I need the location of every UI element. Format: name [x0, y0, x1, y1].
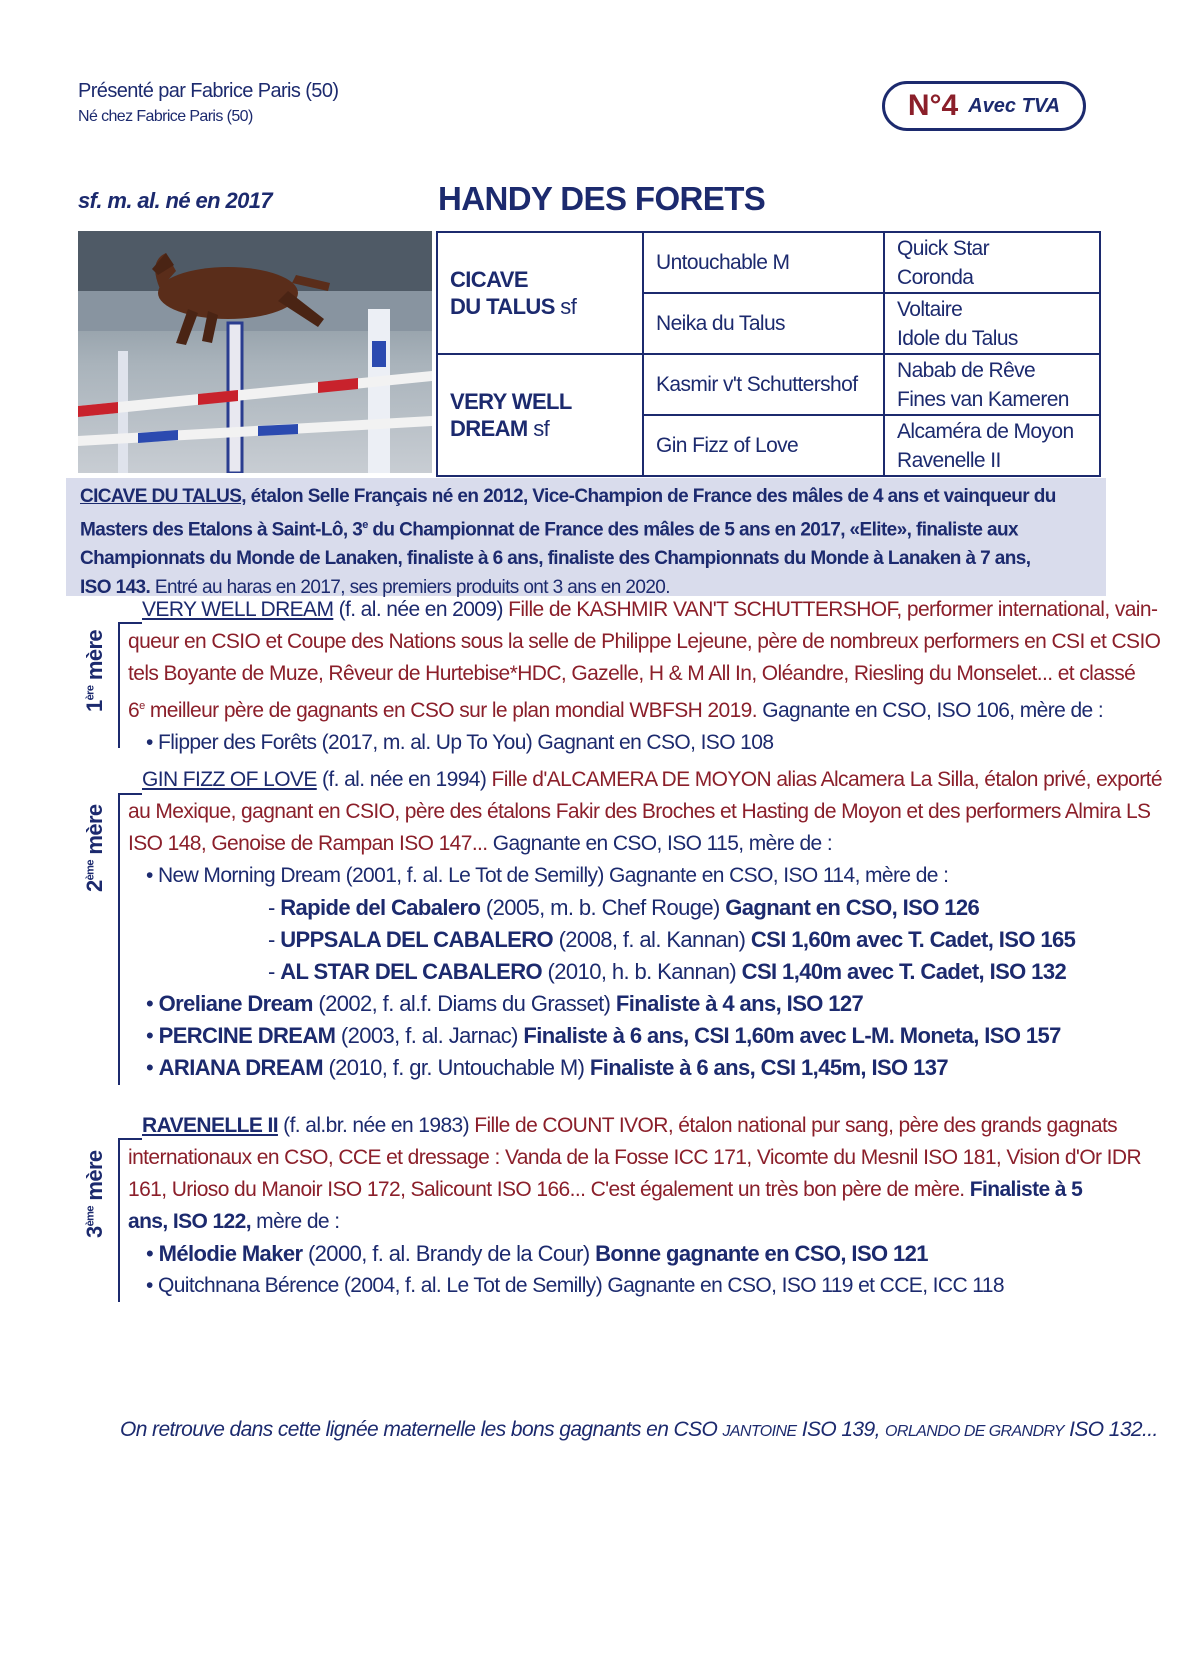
mere2-sub-1-info: (2005, m. b. Chef Rouge) — [480, 895, 726, 920]
mere3-product-1-name: Mélodie Maker — [158, 1241, 303, 1266]
mere1-l4-blue: Gagnante en CSO, ISO 106, mère de : — [756, 699, 1104, 722]
dam-name-line1: VERY WELL — [450, 389, 572, 414]
mere2-product-1: • New Morning Dream (2001, f. al. Le Tot de Semilly) Gagnante en CSO, ISO 114, mère de : — [146, 864, 949, 887]
mere3-label-num: 3 — [82, 1226, 107, 1238]
mere2-product-2: • Oreliane Dream (2002, f. al.f. Diams du Grasset) Finaliste à 4 ans, ISO 127 — [146, 991, 864, 1016]
footer-note — [120, 1418, 1158, 1442]
mere2-paragraph — [128, 764, 1162, 1084]
ggp-1b: Coronda — [897, 265, 974, 289]
mere3-l4-bold: ans, ISO 122, — [128, 1210, 251, 1233]
footer-name-2: ORLANDO DE GRANDRY — [885, 1423, 1064, 1440]
mere2-sub-1-perf: Gagnant en CSO, ISO 126 — [725, 895, 980, 920]
presenter-text: Présenté par Fabrice Paris (50) — [78, 80, 339, 102]
ggp-4a: Alcaméra de Moyon — [897, 419, 1074, 443]
ggp-2b: Idole du Talus — [897, 326, 1018, 350]
pedigree-gp-2: Neika du Talus — [643, 293, 884, 354]
mere2-l1-red: Fille d'ALCAMERA DE MOYON alias Alcamera La Silla, étalon privé, exporté — [491, 768, 1162, 791]
mere3-paragraph — [128, 1110, 1142, 1302]
mere2-label-sup: ème — [84, 860, 97, 881]
pedigree-gp-3: Kasmir v't Schuttershof — [643, 354, 884, 415]
ggp-3a: Nabab de Rêve — [897, 358, 1036, 382]
sire-info-sup: e — [362, 519, 368, 531]
dam-breed: sf — [533, 416, 550, 441]
footer-name-1: JANTOINE — [722, 1423, 797, 1440]
mere1-l4-num: 6 — [128, 699, 140, 722]
breeder-text: Né chez Fabrice Paris (50) — [78, 108, 253, 125]
mere3-product-1-perf: Bonne gagnante en CSO, ISO 121 — [595, 1241, 928, 1266]
dam-name-line2: DREAM — [450, 416, 528, 441]
sire-info-iso: ISO 143. — [80, 577, 151, 599]
mere2-sub-1-name: Rapide del Cabalero — [280, 895, 481, 920]
sire-info-name: CICAVE DU TALUS, — [80, 486, 246, 507]
mere1-label-num: 1 — [82, 700, 107, 712]
sire-info-line1: étalon Selle Français né en 2012, Vice-Champion de France des mâles de 4 ans et vainqueur du — [245, 486, 1056, 507]
mere2-label-word: mère — [82, 804, 107, 855]
mere2-sub-3: - AL STAR DEL CABALERO (2010, h. b. Kannan) CSI 1,40m avec T. Cadet, ISO 132 — [268, 959, 1067, 984]
mere3-l4-rest: mère de : — [250, 1210, 340, 1233]
mere3-label — [82, 1150, 108, 1238]
mere3-name: RAVENELLE II — [142, 1114, 278, 1137]
lot-tva: Avec TVA — [968, 94, 1061, 117]
mere3-l1-red: Fille de COUNT IVOR, étalon national pur sang, père des grands gagnats — [474, 1114, 1118, 1137]
lot-number: N°4 — [907, 89, 959, 122]
sire-breed: sf — [560, 294, 577, 319]
horse-photo — [78, 231, 432, 473]
mere2-product-3: • PERCINE DREAM (2003, f. al. Jarnac) Finaliste à 6 ans, CSI 1,60m avec L-M. Moneta, ISO 157 — [146, 1023, 1061, 1048]
mere3-l3-red: 161, Urioso du Manoir ISO 172, Salicount ISO 166... C'est également un très bon père de mère. — [128, 1178, 965, 1201]
mere2-product-2-perf: Finaliste à 4 ans, ISO 127 — [615, 991, 864, 1016]
pedigree-gp-1: Untouchable M — [643, 232, 884, 293]
mere2-product-2-name: Oreliane Dream — [158, 991, 313, 1016]
footer-text-3: ISO 132... — [1063, 1418, 1158, 1441]
ggp-2a: Voltaire — [897, 297, 963, 321]
lot-badge — [882, 81, 1086, 131]
mere2-product-3-name: PERCINE DREAM — [158, 1023, 336, 1048]
mere2-sub-3-info: (2010, h. b. Kannan) — [542, 959, 742, 984]
mere1-l2: queur en CSIO et Coupe des Nations sous la selle de Philippe Lejeune, père de nombreux performers en CSI et CSIO — [128, 630, 1161, 653]
pedigree-ggp-3 — [884, 354, 1100, 415]
mere2-sub-2-name: UPPSALA DEL CABALERO — [280, 927, 554, 952]
pedigree-gp-4: Gin Fizz of Love — [643, 415, 884, 476]
mere2-product-3-info: (2003, f. al. Jarnac) — [335, 1023, 524, 1048]
mere2-product-2-info: (2002, f. al.f. Diams du Grasset) — [312, 991, 616, 1016]
pedigree-ggp-2 — [884, 293, 1100, 354]
ggp-3b: Fines van Kameren — [897, 387, 1069, 411]
mere2-l3-blue: Gagnante en CSO, ISO 115, mère de : — [487, 832, 833, 855]
sire-info-line3: Championnats du Monde de Lanaken, finaliste à 6 ans, finaliste des Championnats du Monde à Lanaken à 7 ans, — [80, 548, 1031, 570]
mere3-product-1: • Mélodie Maker (2000, f. al. Brandy de la Cour) Bonne gagnante en CSO, ISO 121 — [146, 1241, 928, 1266]
mere2-product-4-info: (2010, f. gr. Untouchable M) — [322, 1055, 590, 1080]
mere3-label-sup: ème — [84, 1206, 97, 1227]
ggp-4b: Ravenelle II — [897, 448, 1001, 472]
mere2-l3-red: ISO 148, Genoise de Rampan ISO 147... — [128, 832, 488, 855]
mere3-l1-blue: (f. al.br. née en 1983) — [277, 1114, 475, 1137]
mere2-name: GIN FIZZ OF LOVE — [142, 768, 317, 791]
pedigree-dam — [437, 354, 643, 476]
horse-descriptor: sf. m. al. né en 2017 — [78, 188, 273, 213]
mere2-label — [82, 804, 108, 892]
mere2-l1-blue: (f. al. née en 1994) — [316, 768, 492, 791]
sire-info-line2-rest: du Championnat de France des mâles de 5 ans en 2017, «Elite», finaliste aux — [367, 519, 1018, 541]
mere2-sub-3-name: AL STAR DEL CABALERO — [280, 959, 543, 984]
mere1-label-sup: ère — [84, 685, 97, 701]
mere3-product-2: • Quitchnana Bérence (2004, f. al. Le Tot de Semilly) Gagnante en CSO, ISO 119 et CCE, ICC 118 — [146, 1274, 1004, 1297]
mere3-product-1-info: (2000, f. al. Brandy de la Cour) — [302, 1241, 596, 1266]
sire-name-line1: CICAVE — [450, 267, 528, 292]
ggp-1a: Quick Star — [897, 236, 990, 260]
mere2-sub-3-perf: CSI 1,40m avec T. Cadet, ISO 132 — [741, 959, 1067, 984]
mere3-l2: internationaux en CSO, CCE et dressage : Vanda de la Fosse ICC 171, Vicomte du Mesnil ISO 181, Vision d'Or IDR — [128, 1146, 1142, 1169]
sire-info-line4: Entré au haras en 2017, ses premiers produits ont 3 ans en 2020. — [150, 577, 670, 599]
mere1-l3: tels Boyante de Muze, Rêveur de Hurtebise*HDC, Gazelle, H & M All In, Oléandre, Riesling du Monselet... et classé — [128, 662, 1136, 685]
mere3-label-word: mère — [82, 1150, 107, 1201]
mere2-sub-2: - UPPSALA DEL CABALERO (2008, f. al. Kannan) CSI 1,60m avec T. Cadet, ISO 165 — [268, 927, 1076, 952]
mere1-label-word: mère — [82, 629, 107, 681]
mere1-l4-red: meilleur père de gagnants en CSO sur le plan mondial WBFSH 2019. — [144, 699, 757, 722]
mere1-l1-blue: (f. al. née en 2009) — [333, 598, 509, 621]
mere2-product-4-perf: Finaliste à 6 ans, CSI 1,45m, ISO 137 — [589, 1055, 948, 1080]
pedigree-table — [436, 231, 1101, 477]
mere2-sub-2-info: (2008, f. al. Kannan) — [553, 927, 751, 952]
mere2-l2: au Mexique, gagnant en CSIO, père des étalons Fakir des Broches et Hasting de Moyon et des performers Almira LS — [128, 800, 1151, 823]
mere1-product-1: • Flipper des Forêts (2017, m. al. Up To You) Gagnant en CSO, ISO 108 — [146, 731, 774, 754]
pedigree-ggp-1 — [884, 232, 1100, 293]
pedigree-sire — [437, 232, 643, 354]
mere2-product-3-perf: Finaliste à 6 ans, CSI 1,60m avec L-M. Moneta, ISO 157 — [523, 1023, 1061, 1048]
mere1-label — [82, 630, 108, 712]
sire-info-line2: Masters des Etalons à Saint-Lô, 3 — [80, 519, 363, 541]
mere2-product-4: • ARIANA DREAM (2010, f. gr. Untouchable M) Finaliste à 6 ans, CSI 1,45m, ISO 137 — [146, 1055, 948, 1080]
pedigree-ggp-4 — [884, 415, 1100, 476]
mere1-l4-sup: e — [139, 700, 145, 712]
footer-text-2: ISO 139, — [796, 1418, 886, 1441]
horse-jumping-image — [78, 231, 432, 473]
mere1-paragraph — [128, 594, 1161, 759]
mere2-product-4-name: ARIANA DREAM — [158, 1055, 323, 1080]
footer-text-1: On retrouve dans cette lignée maternelle les bons gagnants en CSO — [120, 1418, 723, 1441]
sire-info-box — [66, 478, 1106, 599]
horse-name: HANDY DES FORETS — [438, 180, 766, 217]
mere1-l1-red: Fille de KASHMIR VAN'T SCHUTTERSHOF, performer international, vain- — [508, 598, 1158, 621]
mere2-sub-1: - Rapide del Cabalero (2005, m. b. Chef Rouge) Gagnant en CSO, ISO 126 — [268, 895, 980, 920]
mere1-name: VERY WELL DREAM — [142, 598, 334, 621]
sire-name-line2: DU TALUS — [450, 294, 555, 319]
mere2-sub-2-perf: CSI 1,60m avec T. Cadet, ISO 165 — [750, 927, 1076, 952]
mere3-l3-bold: Finaliste à 5 — [964, 1178, 1083, 1201]
mere2-label-num: 2 — [82, 880, 107, 892]
